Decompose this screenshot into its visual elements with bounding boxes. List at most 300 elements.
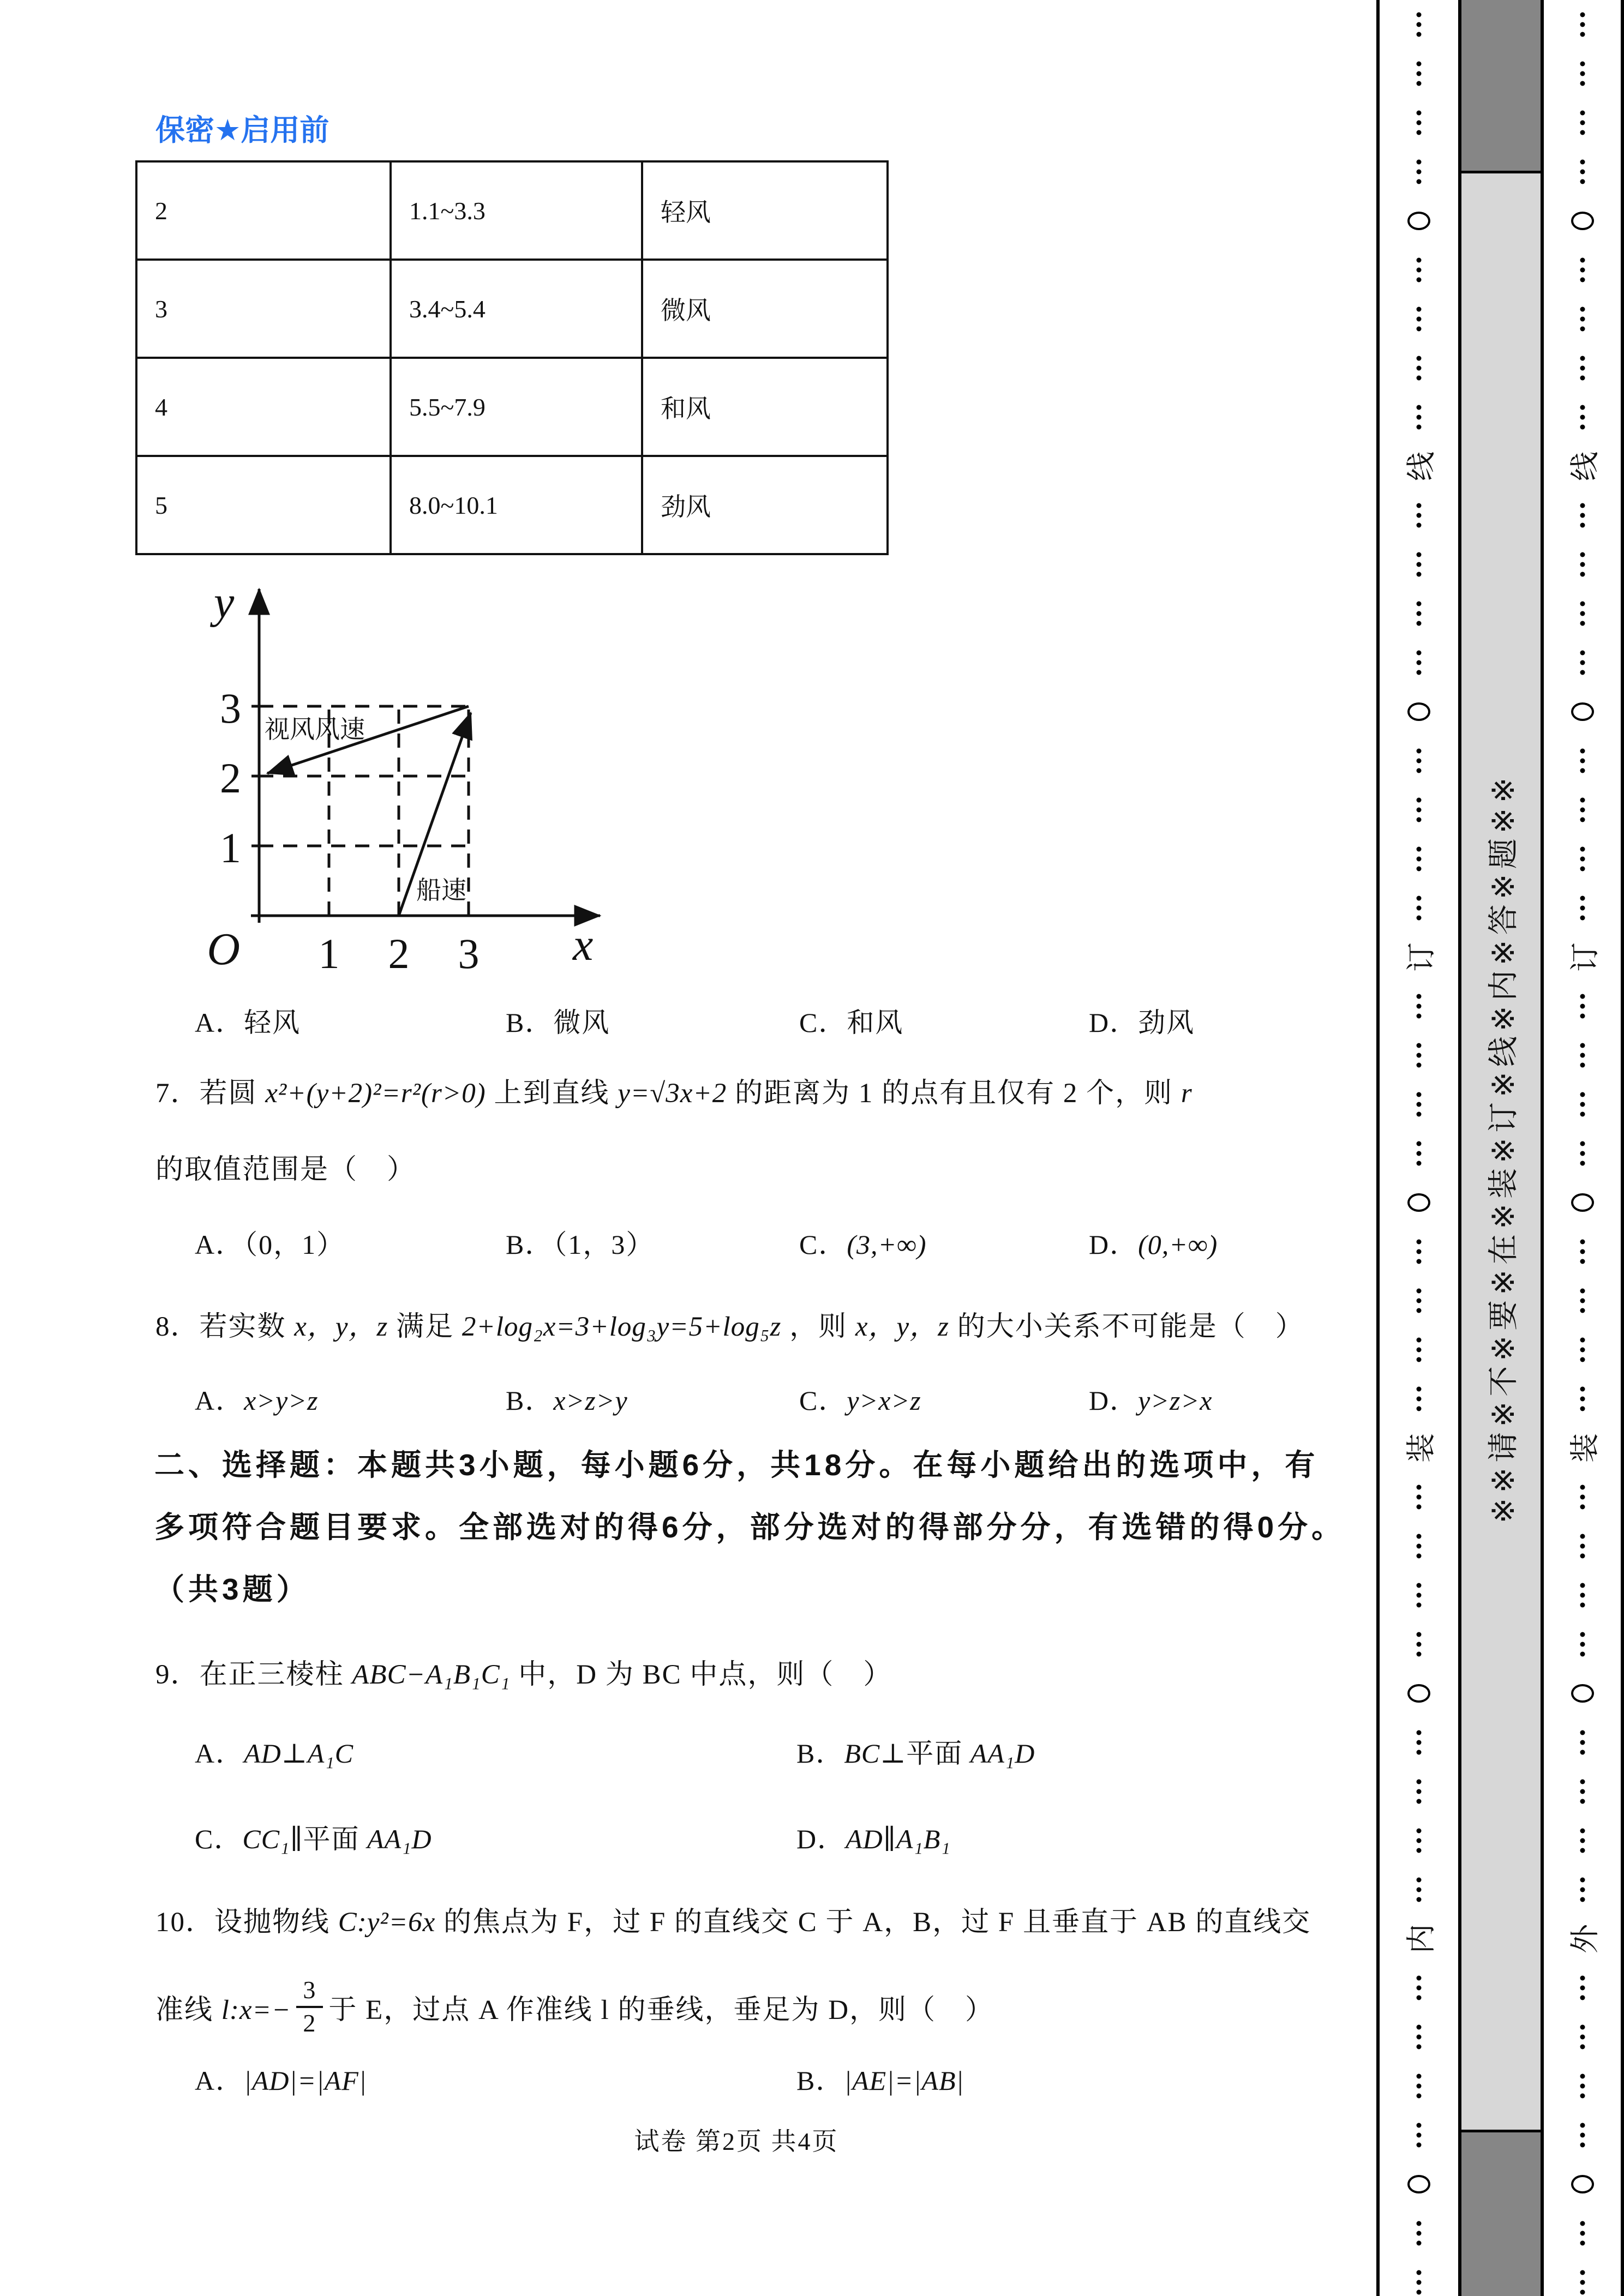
seal-dot-group — [1580, 62, 1585, 86]
seal-dot — [1580, 1161, 1585, 1166]
seal-dot-group — [1580, 1632, 1585, 1657]
math-fragment: x>y>z — [244, 1385, 319, 1416]
y-tick-3: 3 — [220, 684, 241, 732]
text-fragment: 的距离为 1 的点有且仅有 2 个，则 — [727, 1078, 1181, 1109]
seal-dot — [1417, 1348, 1422, 1353]
seal-dot-group — [1417, 1485, 1422, 1510]
seal-dot — [1417, 818, 1422, 822]
seal-dot — [1417, 1407, 1422, 1411]
seal-dot — [1580, 1780, 1585, 1784]
math-fragment: ABC−A₁B₁C₁ — [352, 1660, 511, 1690]
math-fragment: AD⊥A₁C — [244, 1738, 354, 1769]
seal-dot — [1417, 179, 1422, 184]
seal-dot — [1580, 278, 1585, 283]
seal-dot — [1417, 32, 1422, 37]
seal-dot — [1580, 896, 1585, 901]
seal-dot — [1580, 1878, 1585, 1883]
fraction-denominator: 2 — [303, 2009, 317, 2037]
text-fragment: 的大小关系不可能是（ ） — [949, 1312, 1304, 1342]
seal-dot — [1580, 611, 1585, 616]
seal-dot — [1417, 857, 1422, 862]
seal-dot-group — [1417, 1387, 1422, 1411]
table-row — [136, 260, 888, 358]
seal-dot — [1417, 1632, 1422, 1637]
seal-dot — [1580, 376, 1585, 381]
seal-dot — [1417, 2045, 1422, 2049]
seal-dot-group — [1417, 160, 1422, 184]
q8-option-b — [506, 1379, 628, 1418]
seal-strip-char: 装 — [1568, 1433, 1601, 1463]
seal-dot — [1417, 366, 1422, 371]
q8-option-a — [195, 1379, 318, 1418]
seal-dot — [1417, 602, 1422, 606]
seal-dot — [1417, 1485, 1422, 1490]
seal-dot — [1417, 896, 1422, 901]
q10-option-a — [195, 2059, 367, 2098]
seal-dot — [1580, 1603, 1585, 1608]
seal-dot — [1580, 1485, 1585, 1490]
seal-dot — [1580, 867, 1585, 871]
seal-dot-group — [1580, 356, 1585, 381]
seal-dot — [1580, 2035, 1585, 2040]
seal-dot — [1417, 1112, 1422, 1117]
seal-dot — [1580, 366, 1585, 371]
seal-dot — [1417, 1053, 1422, 1058]
q7-option-d — [1089, 1223, 1218, 1262]
text-fragment: （1，3） — [553, 1229, 655, 1260]
math-fragment: x>z>y — [553, 1385, 628, 1416]
seal-dot-group — [1417, 1583, 1422, 1608]
seal-strip-char: 订 — [1405, 942, 1438, 972]
seal-dot — [1417, 1603, 1422, 1608]
seal-dot — [1417, 1829, 1422, 1834]
q6-option-b: B．微风 — [506, 1007, 610, 1038]
seal-dot — [1580, 1986, 1585, 1991]
cell-level: 4 — [136, 358, 391, 456]
seal-dot — [1417, 1151, 1422, 1156]
seal-dot-group — [1580, 1878, 1585, 1902]
section2-header-line2: 多项符合题目要求。全部选对的得6分，部分选对的得部分分，有选错的得0分。 — [154, 1510, 1346, 1544]
q8-option-d — [1089, 1379, 1212, 1418]
text-fragment: 10．设抛物线 — [155, 1907, 338, 1938]
seal-dot — [1417, 1357, 1422, 1362]
x-tick-3: 3 — [458, 930, 480, 977]
seal-dot — [1417, 1799, 1422, 1804]
cell-range: 5.5~7.9 — [391, 358, 642, 456]
seal-dot — [1417, 1878, 1422, 1883]
seal-dot-group — [1417, 994, 1422, 1019]
seal-dot-group — [1417, 1780, 1422, 1804]
q6-option-c: C．和风 — [799, 1007, 904, 1038]
seal-dot — [1417, 1789, 1422, 1794]
seal-dot — [1580, 994, 1585, 999]
seal-dot — [1580, 1357, 1585, 1362]
y-tick-2: 2 — [220, 754, 241, 802]
text-fragment: C． — [799, 1229, 847, 1260]
seal-dot — [1580, 523, 1585, 528]
seal-dot — [1580, 1544, 1585, 1549]
seal-dot — [1580, 160, 1585, 165]
seal-dot — [1417, 1838, 1422, 1843]
seal-dot — [1580, 670, 1585, 675]
q7-option-c — [799, 1223, 927, 1262]
seal-dot — [1417, 2074, 1422, 2079]
seal-dot — [1417, 1583, 1422, 1588]
seal-dot — [1580, 2270, 1585, 2275]
seal-dot — [1580, 1593, 1585, 1598]
seal-dot — [1417, 2035, 1422, 2040]
seal-dot — [1580, 62, 1585, 67]
seal-dot — [1417, 1014, 1422, 1019]
seal-dot — [1417, 2241, 1422, 2246]
seal-dot — [1417, 1897, 1422, 1902]
seal-dot-group — [1580, 1043, 1585, 1068]
seal-dot — [1580, 1259, 1585, 1264]
seal-dot-group — [1580, 1338, 1585, 1362]
seal-dot — [1417, 121, 1422, 125]
seal-dot — [1580, 1289, 1585, 1294]
seal-dot — [1417, 768, 1422, 773]
seal-dot — [1580, 2290, 1585, 2295]
seal-dot — [1417, 808, 1422, 813]
seal-dot-group — [1417, 503, 1422, 528]
seal-dot — [1417, 562, 1422, 567]
seal-dot — [1580, 1299, 1585, 1303]
q8-line1 — [155, 1303, 1304, 1344]
seal-dot — [1417, 572, 1422, 577]
seal-dot-group — [1417, 258, 1422, 283]
seal-dot — [1417, 660, 1422, 665]
text-fragment: D． — [1089, 1385, 1138, 1416]
math-fragment: r — [1180, 1078, 1192, 1109]
seal-dot — [1580, 307, 1585, 312]
seal-ring — [1407, 702, 1430, 721]
text-fragment: B． — [506, 1229, 554, 1260]
seal-dot — [1417, 13, 1422, 17]
seal-dot — [1580, 2094, 1585, 2099]
seal-dot — [1580, 1338, 1585, 1343]
seal-dot-group — [1417, 111, 1422, 135]
seal-dot — [1417, 1259, 1422, 1264]
seal-dot — [1580, 1151, 1585, 1156]
q10-line2-prefix — [155, 1987, 291, 2027]
seal-dot-group — [1417, 749, 1422, 773]
seal-dot — [1417, 916, 1422, 921]
seal-strip-char: 装 — [1405, 1433, 1438, 1463]
seal-dot — [1580, 170, 1585, 175]
seal-dot-group — [1417, 552, 1422, 577]
seal-dot — [1417, 170, 1422, 175]
seal-dot — [1417, 1141, 1422, 1146]
seal-dot — [1580, 1387, 1585, 1392]
seal-strip-left — [1380, 0, 1458, 2296]
seal-dot — [1580, 121, 1585, 125]
seal-dot — [1580, 916, 1585, 921]
seal-dot-group — [1417, 2025, 1422, 2049]
seal-dot — [1417, 1387, 1422, 1392]
seal-ring — [1571, 1193, 1594, 1212]
seal-dot — [1580, 1642, 1585, 1647]
cell-range: 3.4~5.4 — [391, 260, 642, 358]
math-fragment: AD∥A₁B₁ — [846, 1824, 951, 1854]
seal-dot — [1580, 847, 1585, 852]
seal-dot — [1580, 1632, 1585, 1637]
seal-dot — [1580, 1976, 1585, 1981]
seal-dot — [1417, 1092, 1422, 1097]
text-fragment: A． — [195, 1385, 244, 1416]
q9-option-b — [796, 1732, 1035, 1771]
seal-dot — [1580, 405, 1585, 410]
seal-dot-group — [1417, 651, 1422, 675]
seal-dot — [1417, 1043, 1422, 1048]
math-fragment: |AE|=|AB| — [844, 2065, 964, 2096]
text-fragment: C． — [195, 1824, 243, 1854]
math-fragment: x，y，z — [294, 1312, 388, 1342]
seal-dot — [1580, 1838, 1585, 1843]
seal-dot-group — [1417, 2123, 1422, 2148]
cell-name: 微风 — [642, 260, 888, 358]
seal-dot — [1417, 1986, 1422, 1991]
seal-dot-group — [1580, 2123, 1585, 2148]
seal-dot — [1580, 71, 1585, 76]
seal-dot — [1580, 651, 1585, 656]
seal-dot — [1580, 1583, 1585, 1588]
seal-dot — [1580, 1102, 1585, 1107]
seal-dot — [1417, 130, 1422, 135]
seal-dot — [1580, 2133, 1585, 2138]
wind-scale-table — [135, 160, 889, 555]
math-fragment: y=√3x+2 — [618, 1078, 727, 1109]
seal-dot — [1417, 1848, 1422, 1853]
seal-dot — [1417, 2025, 1422, 2030]
seal-dot — [1580, 660, 1585, 665]
text-fragment: （0，1） — [244, 1229, 345, 1260]
q7-option-a — [195, 1223, 345, 1262]
seal-dot-group — [1417, 1043, 1422, 1068]
seal-dot-group — [1580, 602, 1585, 626]
cell-level: 2 — [136, 161, 391, 260]
seal-dot-group — [1417, 1240, 1422, 1264]
seal-dot — [1417, 994, 1422, 999]
math-fragment: y>z>x — [1138, 1385, 1213, 1416]
seal-dot-group — [1580, 2074, 1585, 2099]
seal-dot — [1417, 2123, 1422, 2128]
seal-dot-group — [1580, 1829, 1585, 1853]
seal-dot-group — [1580, 2221, 1585, 2246]
seal-dot — [1417, 2133, 1422, 2138]
seal-dot — [1580, 111, 1585, 116]
seal-dot-group — [1580, 2025, 1585, 2049]
seal-dot — [1580, 818, 1585, 822]
seal-dot — [1580, 562, 1585, 567]
seal-dot-group — [1580, 1289, 1585, 1313]
seal-dot — [1417, 798, 1422, 803]
seal-dot — [1417, 415, 1422, 420]
seal-dot-group — [1580, 896, 1585, 921]
seal-dot — [1580, 2241, 1585, 2246]
seal-dot — [1417, 71, 1422, 76]
seal-ring — [1407, 212, 1430, 230]
wind-vector-diagram — [180, 556, 649, 1014]
cell-name: 劲风 — [642, 456, 888, 554]
seal-dot-group — [1580, 847, 1585, 871]
text-fragment: 平面 — [906, 1738, 963, 1769]
math-fragment: l:x=− — [221, 1995, 291, 2025]
text-fragment: D． — [1089, 1229, 1138, 1260]
seal-warning-text: ※※请※不※要※在※装※订※线※内※答※题※※ — [1485, 772, 1520, 1524]
table-row — [136, 161, 888, 260]
q9-line1 — [155, 1651, 892, 1692]
seal-strip-char: 外 — [1568, 1924, 1601, 1954]
seal-dot — [1417, 1534, 1422, 1539]
seal-dot — [1417, 523, 1422, 528]
seal-dot-group — [1580, 1240, 1585, 1264]
seal-dot-group — [1580, 307, 1585, 332]
seal-dot — [1580, 808, 1585, 813]
seal-dot — [1580, 2025, 1585, 2030]
seal-dot-group — [1417, 1632, 1422, 1657]
seal-dot — [1580, 503, 1585, 508]
text-fragment: 满足 — [388, 1312, 462, 1342]
seal-dot-group — [1417, 847, 1422, 871]
math-fragment: 2+log₂x=3+log₃y=5+log₅z — [462, 1312, 782, 1342]
seal-dot — [1580, 1888, 1585, 1892]
seal-dot — [1580, 1789, 1585, 1794]
seal-dot — [1417, 2231, 1422, 2236]
seal-dot — [1417, 111, 1422, 116]
seal-dot-group — [1417, 1730, 1422, 1755]
seal-dot — [1580, 13, 1585, 17]
seal-dot — [1580, 1495, 1585, 1500]
seal-dot — [1580, 2280, 1585, 2285]
seal-dot — [1580, 749, 1585, 754]
seal-dot — [1417, 1004, 1422, 1009]
fraction-3-2 — [296, 1976, 323, 2038]
origin-label: O — [207, 924, 240, 975]
seal-dot — [1417, 651, 1422, 656]
seal-dot-group — [1580, 1976, 1585, 2000]
seal-dot — [1417, 2084, 1422, 2089]
seal-dot — [1417, 22, 1422, 27]
seal-dot — [1417, 1740, 1422, 1745]
cell-name: 轻风 — [642, 161, 888, 260]
cell-range: 1.1~3.3 — [391, 161, 642, 260]
text-fragment: C． — [799, 1385, 847, 1416]
seal-dot — [1417, 906, 1422, 911]
seal-dot — [1580, 621, 1585, 626]
seal-dot — [1417, 1730, 1422, 1735]
seal-dot — [1580, 1249, 1585, 1254]
seal-dot-group — [1417, 1878, 1422, 1902]
seal-dot — [1580, 415, 1585, 420]
seal-dot — [1580, 258, 1585, 263]
seal-dot — [1417, 1544, 1422, 1549]
seal-dot — [1417, 81, 1422, 86]
math-fragment: x²+(y+2)²=r²(r>0) — [265, 1078, 486, 1109]
cell-range: 8.0~10.1 — [391, 456, 642, 554]
seal-dot — [1580, 2143, 1585, 2148]
seal-dot — [1417, 611, 1422, 616]
seal-ring — [1571, 702, 1594, 721]
text-fragment: 于 E，过点 A 作准线 l 的垂线，垂足为 D，则（ ） — [328, 1995, 994, 2025]
seal-dot — [1580, 768, 1585, 773]
seal-dot-group — [1417, 798, 1422, 822]
seal-dot — [1417, 258, 1422, 263]
seal-dot — [1580, 130, 1585, 135]
text-fragment: B． — [506, 1385, 554, 1416]
seal-dot — [1580, 317, 1585, 322]
seal-dot — [1580, 81, 1585, 86]
text-fragment: 中，D 为 BC 中点，则（ ） — [510, 1660, 892, 1690]
seal-dot-group — [1417, 2270, 1422, 2295]
seal-dot-group — [1417, 602, 1422, 626]
q9-option-a — [195, 1732, 353, 1771]
seal-dot-group — [1580, 1534, 1585, 1559]
seal-dot-group — [1417, 1092, 1422, 1117]
seal-dot-group — [1580, 13, 1585, 37]
y-axis-label: y — [214, 577, 235, 628]
text-fragment: 7．若圆 — [155, 1078, 266, 1109]
seal-dot — [1580, 1112, 1585, 1117]
seal-dot-group — [1417, 62, 1422, 86]
page-footer: 试卷 第2页 共4页 — [634, 2127, 839, 2155]
secrecy-label: 保密★启用前 — [155, 114, 329, 147]
q10-line2-suffix — [328, 1987, 994, 2027]
seal-dot — [1580, 1750, 1585, 1755]
seal-dot-group — [1580, 1780, 1585, 1804]
seal-dot — [1580, 327, 1585, 332]
math-fragment: AA₁D — [963, 1738, 1035, 1769]
seal-dot-group — [1580, 258, 1585, 283]
seal-dot — [1580, 1141, 1585, 1146]
seal-dot — [1417, 1750, 1422, 1755]
boat-speed-label: 船速 — [416, 876, 466, 904]
seal-strip-char: 订 — [1568, 942, 1601, 972]
seal-dot — [1417, 1063, 1422, 1068]
seal-dot — [1417, 268, 1422, 273]
seal-dot — [1580, 1848, 1585, 1853]
q9-option-c — [195, 1817, 432, 1856]
seal-dot-group — [1417, 13, 1422, 37]
seal-dot — [1417, 749, 1422, 754]
axes — [251, 589, 600, 923]
seal-dot — [1417, 405, 1422, 410]
math-fragment: BC⊥ — [844, 1738, 907, 1769]
seal-ring — [1407, 1684, 1430, 1703]
seal-dot — [1417, 513, 1422, 518]
seal-dot-group — [1580, 111, 1585, 135]
q7-option-b — [506, 1223, 654, 1262]
seal-dot — [1580, 356, 1585, 361]
seal-dot — [1417, 1495, 1422, 1500]
cell-level: 5 — [136, 456, 391, 554]
seal-strip-char: 线 — [1568, 452, 1601, 481]
text-fragment: 8．若实数 — [155, 1312, 295, 1342]
seal-dot — [1417, 670, 1422, 675]
math-fragment: (3,+∞) — [847, 1229, 927, 1260]
text-fragment: A． — [195, 2065, 244, 2096]
seal-dot — [1417, 1289, 1422, 1294]
x-axis-label: x — [573, 919, 594, 970]
seal-dot-group — [1580, 798, 1585, 822]
cell-name: 和风 — [642, 358, 888, 456]
seal-dot — [1580, 1348, 1585, 1353]
seal-dot — [1417, 1102, 1422, 1107]
seal-dot — [1580, 1554, 1585, 1559]
seal-ring — [1571, 1684, 1594, 1703]
seal-dot — [1417, 759, 1422, 764]
seal-dot — [1580, 1740, 1585, 1745]
